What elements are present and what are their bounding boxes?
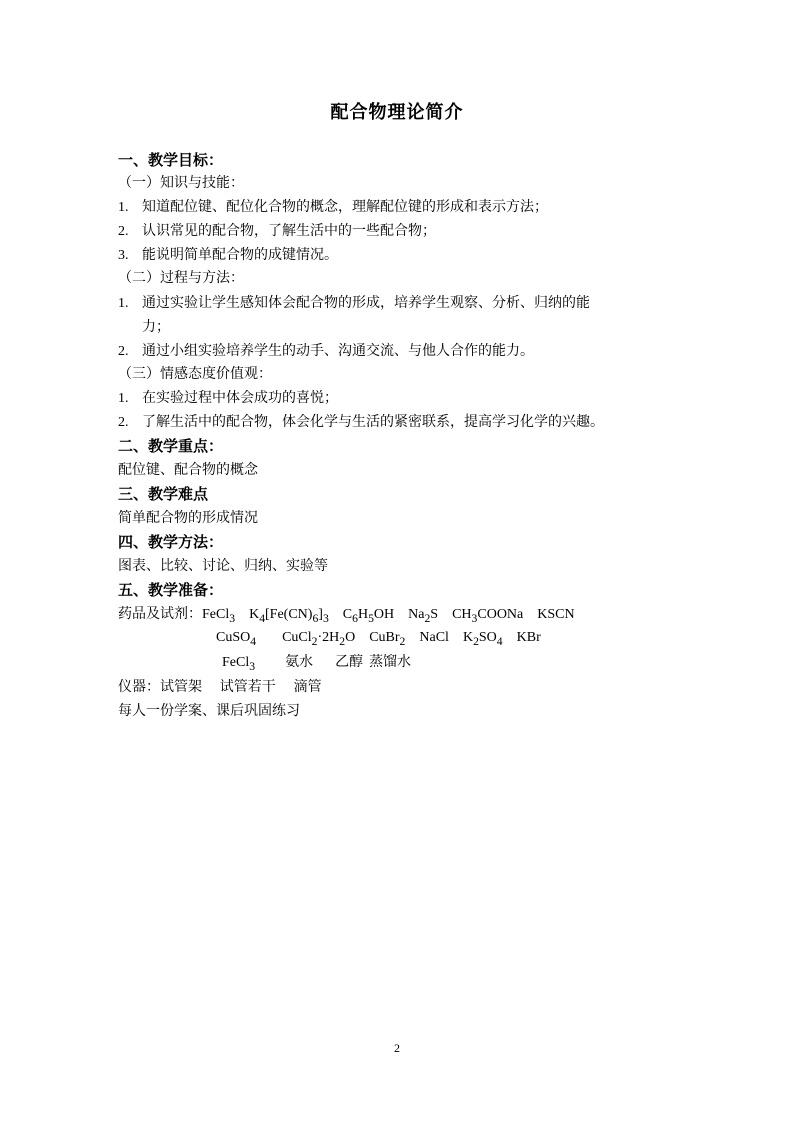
reagents-line-2: CuSO$_4$ $CuCl_2\cdot 2H_2O$ CuBr$_2$ NaCl $K_2SO_4$ KBr — [216, 630, 541, 648]
reagents-line-3: FeCl$_3$ 氨水 乙醇 蒸馏水 — [222, 654, 412, 673]
subsection-knowledge: （一）知识与技能： — [118, 175, 244, 191]
instruments-line: 仪器：试管架 试管若干 滴管 — [118, 679, 322, 695]
section-2-heading: 二、教学重点： — [118, 437, 224, 455]
page-number: 2 — [394, 1041, 400, 1055]
item-number: 2. — [118, 224, 129, 239]
item-text: 能说明简单配合物的成键情况。 — [142, 247, 338, 263]
section-3-text: 简单配合物的形成情况 — [118, 510, 258, 526]
list-item — [118, 197, 548, 218]
reagent-list: FeCl$_3$ $K_4[Fe(CN)_6]_3$ $C_6H_5OH$ $Na_2S$ $CH_3COONa$ KSCN — [202, 607, 575, 625]
item-number: 1. — [118, 296, 129, 311]
list-item — [118, 221, 436, 242]
item-text: 在实验过程中体会成功的喜悦； — [142, 390, 338, 406]
reagents-line-1 — [118, 604, 589, 629]
section-1-heading: 一、教学目标： — [118, 151, 224, 169]
item-text: 通过实验让学生感知体会配合物的形成，培养学生观察、分析、归纳的能 — [142, 295, 590, 311]
subsection-process: （二）过程与方法： — [118, 270, 244, 286]
item-number: 1. — [118, 200, 129, 215]
handout-line: 每人一份学案、课后巩固练习 — [118, 703, 300, 719]
subsection-attitude: （三）情感态度价值观： — [118, 366, 272, 382]
section-2-text: 配位键、配合物的概念 — [118, 462, 258, 478]
item-text: 知道配位键、配位化合物的概念，理解配位键的形成和表示方法； — [142, 199, 548, 215]
list-item — [118, 341, 534, 362]
item-text: 通过小组实验培养学生的动手、沟通交流、与他人合作的能力。 — [142, 343, 534, 359]
item-text: 认识常见的配合物，了解生活中的一些配合物； — [142, 223, 436, 239]
item-text-continued: 力； — [142, 319, 170, 335]
list-item — [118, 293, 590, 314]
item-number: 3. — [118, 248, 129, 263]
item-text: 了解生活中的配合物，体会化学与生活的紧密联系，提高学习化学的兴趣。 — [142, 414, 604, 430]
section-5-heading: 五、教学准备： — [118, 581, 224, 599]
item-number: 2. — [118, 415, 129, 430]
item-number: 2. — [118, 344, 129, 359]
item-number: 1. — [118, 391, 129, 406]
page-title: 配合物理论简介 — [330, 102, 464, 123]
reagents-label: 药品及试剂： — [118, 606, 202, 622]
list-item — [118, 388, 338, 409]
section-3-heading: 三、教学难点 — [118, 485, 209, 503]
section-4-text: 图表、比较、讨论、归纳、实验等 — [118, 558, 328, 574]
section-4-heading: 四、教学方法： — [118, 533, 224, 551]
list-item — [118, 245, 338, 266]
list-item — [118, 412, 604, 433]
